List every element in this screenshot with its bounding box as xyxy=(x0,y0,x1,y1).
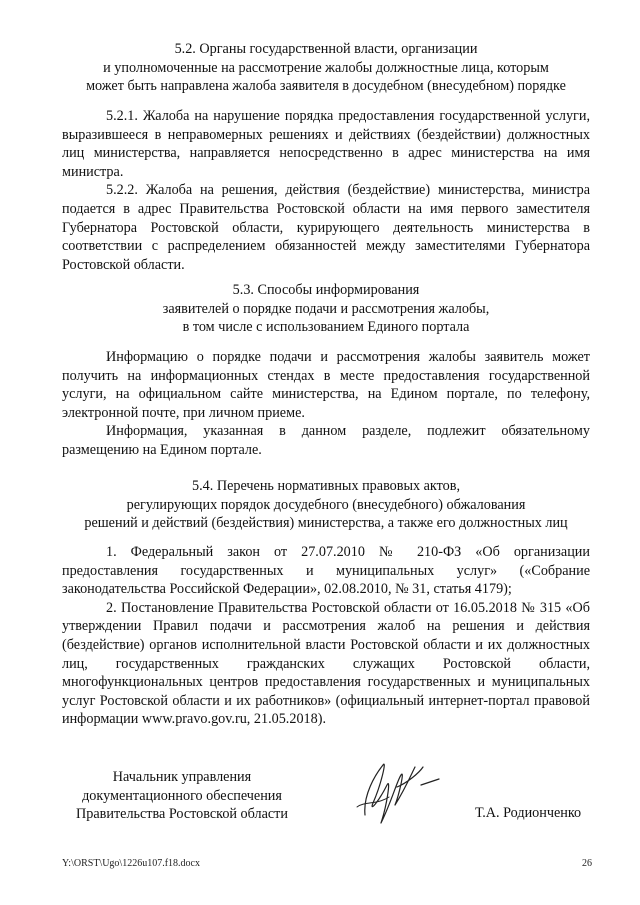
heading-line: в том числе с использованием Единого портала xyxy=(182,319,470,336)
paragraph-5-3-2: Информация, указанная в данном разделе, подлежит обязательному размещению на Едином портале. xyxy=(62,423,590,458)
signatory-name: Т.А. Родионченко xyxy=(475,805,582,821)
list-item-1: 1. Федеральный закон от 27.07.2010 № 210-ФЗ «Об организации предоставления государственных и муниципальных услуг» («Собрание законодательства Российской Федерации», 02.08.2010, № 31, статья 4179); xyxy=(62,544,590,598)
heading-line: решений и действий (бездействия) министерства, а также его должностных лиц xyxy=(84,515,568,532)
section-5-4-heading xyxy=(62,477,590,533)
section-5-3-body xyxy=(62,348,590,460)
position-line: Правительства Ростовской области xyxy=(76,806,288,823)
list-item-2: 2. Постановление Правительства Ростовской области от 16.05.2018 № 315 «Об утверждении Правил подачи и рассмотрения жалоб на решения и действия (бездействие) органов исполнительной власти Ростовской области и их должностных лиц, государственных гражданских служащих Ростовской области, многофункциональных центров предоставления государственных и муниципальных услуг Ростовской области и их работников» (официальный интернет-портал правовой информации www.pravo.gov.ru, 21.05.2018). xyxy=(62,599,590,728)
position-line: документационного обеспечения xyxy=(82,787,282,804)
heading-line: 5.2. Органы государственной власти, организации xyxy=(174,41,478,57)
heading-line: 5.3. Способы информирования xyxy=(232,282,420,298)
heading-line: 5.4. Перечень нормативных правовых актов, xyxy=(192,478,460,494)
section-5-4-body xyxy=(62,543,590,729)
heading-line: и уполномоченные на рассмотрение жалобы должностные лица, которым xyxy=(103,59,549,76)
section-5-2-heading xyxy=(62,40,590,96)
paragraph-5-3-1: Информацию о порядке подачи и рассмотрения жалобы заявитель может получить на информационных стендах в месте предоставления государственной услуги, на официальном сайте министерства, на Едином портале, по телефону, электронной почте, при личном приеме. xyxy=(62,349,590,421)
paragraph-5-2-2: 5.2.2. Жалоба на решения, действия (бездействие) министерства, министра подается в адрес Правительства Ростовской области на имя первого заместителя Губернатора Ростовской области, курирующего деятельность министерства в соответствии с распределением обязанностей между заместителями Губернатора Ростовской области. xyxy=(62,182,590,273)
heading-line: заявителей о порядке подачи и рассмотрения жалобы, xyxy=(162,300,490,317)
position-line: Начальник управления xyxy=(112,769,252,785)
page-number: 26 xyxy=(582,858,592,869)
footer-file-path: Y:\ORST\Ugo\1226u107.f18.docx xyxy=(62,858,200,869)
paragraph-5-2-1: 5.2.1. Жалоба на нарушение порядка предоставления государственной услуги, выразившееся в неправомерных решениях и действиях (бездействии) должностных лиц министерства, направляется непосредственно в адрес министерства на имя министра. xyxy=(62,108,590,180)
handwritten-signature xyxy=(335,745,455,835)
section-5-2-body xyxy=(62,107,590,274)
signatory-position xyxy=(62,768,302,824)
heading-line: может быть направлена жалоба заявителя в досудебном (внесудебном) порядке xyxy=(86,78,566,95)
section-5-3-heading xyxy=(62,281,590,337)
heading-line: регулирующих порядок досудебного (внесудебного) обжалования xyxy=(126,496,526,513)
